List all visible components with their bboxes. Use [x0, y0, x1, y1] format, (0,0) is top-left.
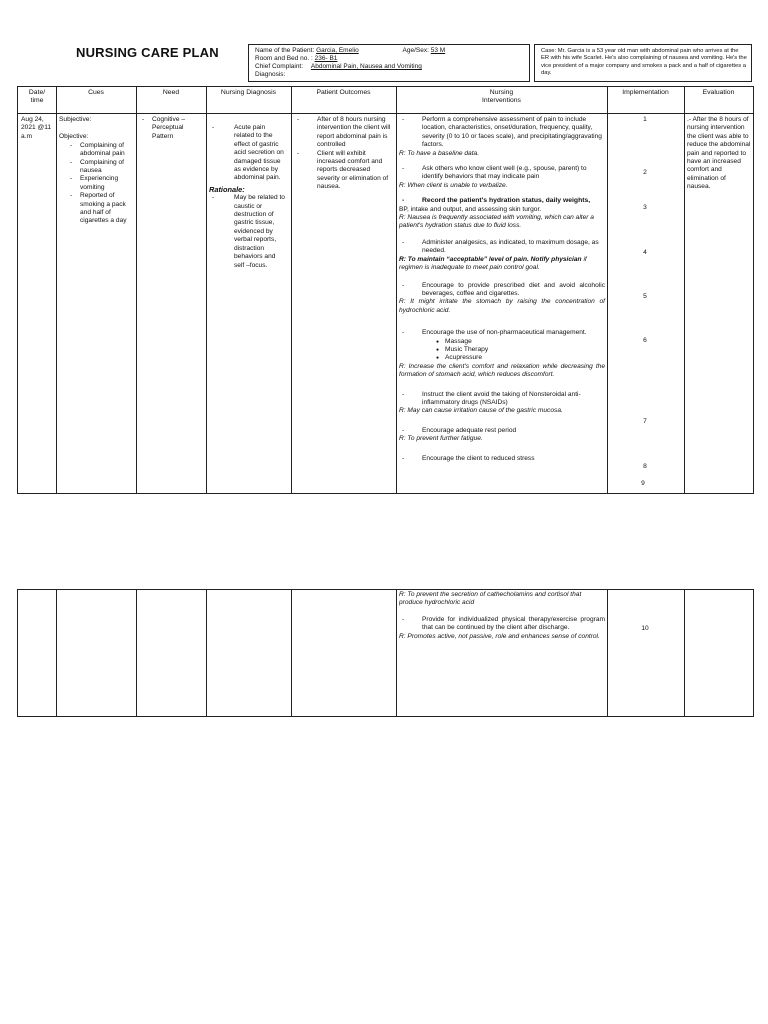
- impl-number: 4: [643, 249, 647, 256]
- intervention-1: - Perform a comprehensive assessment of pain to include location, characteristics, onset/duration, frequency, quality, severity (0 to 10 or faces scale), and precipitating/aggravating factors.: [399, 116, 605, 150]
- page-title: NURSING CARE PLAN: [76, 45, 219, 60]
- rationale-7: R: May can cause irritation cause of the gastric mucosa.: [399, 407, 563, 415]
- management-item: ● Music Therapy: [435, 346, 605, 354]
- need-text: - Cognitive – Perceptual Pattern: [139, 116, 204, 141]
- patient-agesex: 53 M: [430, 47, 446, 54]
- impl-number: 1: [643, 116, 647, 123]
- rationale-8: R: To prevent further fatigue.: [399, 435, 483, 443]
- cues-subjective-label: Subjective:: [59, 116, 92, 123]
- intervention-8: - Encourage adequate rest period: [399, 427, 605, 435]
- intervention-9: - Encourage the client to reduced stress: [399, 455, 605, 463]
- rationale-5: R: It might irritate the stomach by raising the concentration of hydrochloric acid.: [399, 298, 605, 314]
- impl-number: 6: [643, 337, 647, 344]
- outcome-item: - Client will exhibit increased comfort and reports decreased severity or elimination of nausea.: [294, 150, 394, 192]
- intervention-10: - Provide for individualized physical therapy/exercise program that can be continued by the client after discharge.: [399, 616, 605, 633]
- cues-cell: [59, 116, 135, 226]
- impl-number: 3: [643, 204, 647, 211]
- cue-item: - Complaining of nausea: [67, 159, 135, 176]
- rationale-1: R: To have a baseline data.: [399, 149, 480, 157]
- outcome-item: - After of 8 hours nursing intervention the client will report abdominal pain is controlled: [294, 116, 394, 150]
- header-outcomes: Patient Outcomes: [316, 89, 371, 96]
- patient-agesex-label: Age/Sex:: [402, 47, 429, 54]
- patient-name: Garcia, Emelio: [316, 47, 359, 54]
- diagnosis-rationale: - May be related to caustic or destruction of gastric tissue, evidenced by verbal reports, distraction behaviors and self –focus.: [209, 194, 289, 270]
- date-cell: Aug 24, 2021 @11 a.m: [21, 116, 52, 140]
- patient-complaint: Abdominal Pain, Nausea and Vomiting: [310, 63, 422, 70]
- intervention-2: - Ask others who know client well (e.g., spouse, parent) to identify behaviors that may indicate pain: [399, 165, 605, 182]
- intervention-3: - Record the patient's hydration status, daily weights,: [399, 197, 605, 205]
- impl-number: 8: [643, 463, 647, 470]
- impl-number: 5: [643, 293, 647, 300]
- intervention-4: - Administer analgesics, as indicated, to maximum dosage, as needed.: [399, 239, 605, 256]
- cue-item: - Experiencing vomiting: [67, 175, 135, 192]
- management-item: ● Massage: [435, 338, 605, 346]
- outcomes-cell: [294, 116, 394, 192]
- intervention-3-cont: BP, intake and output, and assessing skin turgor.: [399, 205, 542, 213]
- rationale-9: R: To prevent the secretion of cathecholamins and cortisol that produce hydrochloric acid: [399, 591, 582, 607]
- intervention-6: - Encourage the use of non-pharmaceutical management.: [399, 329, 605, 337]
- care-plan-table: [17, 86, 754, 494]
- rationale-label: Rationale:: [209, 184, 245, 194]
- rationale-2: R: When client is unable to verbalize.: [399, 181, 508, 189]
- header-cues: Cues: [88, 89, 104, 96]
- patient-room: 236- B1: [314, 55, 338, 62]
- impl-number: 9: [641, 480, 645, 487]
- header-diagnosis: Nursing Diagnosis: [220, 89, 277, 96]
- diagnosis-cell: [209, 124, 289, 270]
- header-evaluation: Evaluation: [702, 89, 735, 96]
- interventions-cell: [399, 116, 605, 463]
- patient-room-label: Room and Bed no. :: [255, 55, 313, 62]
- need-cell: [139, 116, 204, 141]
- care-plan-table-continued: [17, 589, 754, 717]
- patient-name-label: Name of the Patient:: [255, 47, 315, 54]
- cue-item: - Reported of smoking a pack and half of cigarettes a day: [67, 192, 135, 226]
- rationale-4: R: To maintain “acceptable” level of pain. Notify physician: [399, 255, 582, 263]
- patient-diagnosis-label: Diagnosis:: [255, 71, 286, 78]
- intervention-7: - Instruct the client avoid the taking of Nonsteroidal anti-inflammatory drugs (NSAIDs): [399, 391, 605, 408]
- intervention-5: - Encourage to provide prescribed diet and avoid alcoholic beverages, coffee and cigarettes.: [399, 282, 605, 299]
- header-date: Date/ time: [28, 89, 46, 104]
- patient-complaint-label: Chief Complaint:: [255, 63, 304, 70]
- management-item: ● Acupressure: [435, 354, 605, 362]
- cue-item: - Complaining of abdominal pain: [67, 142, 135, 159]
- header-implementation: Implementation: [622, 89, 669, 96]
- impl-number: 7: [643, 418, 647, 425]
- case-box: Case: Mr. Garcia is a 53 year old man with abdominal pain who arrives at the ER with his wife Scarlet. He's also complaining of nausea and vomiting. He's the vice president of a major company and smokes a pack and a half of cigarettes a day.: [534, 44, 752, 82]
- interventions-cell-continued: [399, 591, 605, 641]
- impl-number: 2: [643, 169, 647, 176]
- rationale-4-cont: if regimen is inadequate to meet pain control goal.: [399, 255, 587, 272]
- patient-info-box: [248, 44, 530, 82]
- header-interventions: Nursing Interventions: [482, 89, 521, 104]
- impl-number: 10: [641, 625, 649, 632]
- evaluation-cell: .- After the 8 hours of nursing intervention the client was able to reduce the abdominal pain and reported to have an increased comfort and elimination of nausea.: [687, 116, 751, 191]
- diagnosis-statement: - Acute pain related to the effect of gastric acid secretion on damaged tissue as evidence by abdominal pain.: [209, 124, 289, 183]
- rationale-10: R: Promotes active, not passive, role and enhances sense of control.: [399, 632, 600, 640]
- rationale-3: R: Nausea is frequently associated with vomiting, which can alter a patient's hydration status due to fluid loss.: [399, 214, 594, 230]
- cues-objective-label: Objective:: [59, 133, 89, 141]
- rationale-6: R: Increase the client's comfort and relaxation while decreasing the formation of stomach acid, which reduces discomfort.: [399, 362, 605, 379]
- header-need: Need: [162, 89, 180, 96]
